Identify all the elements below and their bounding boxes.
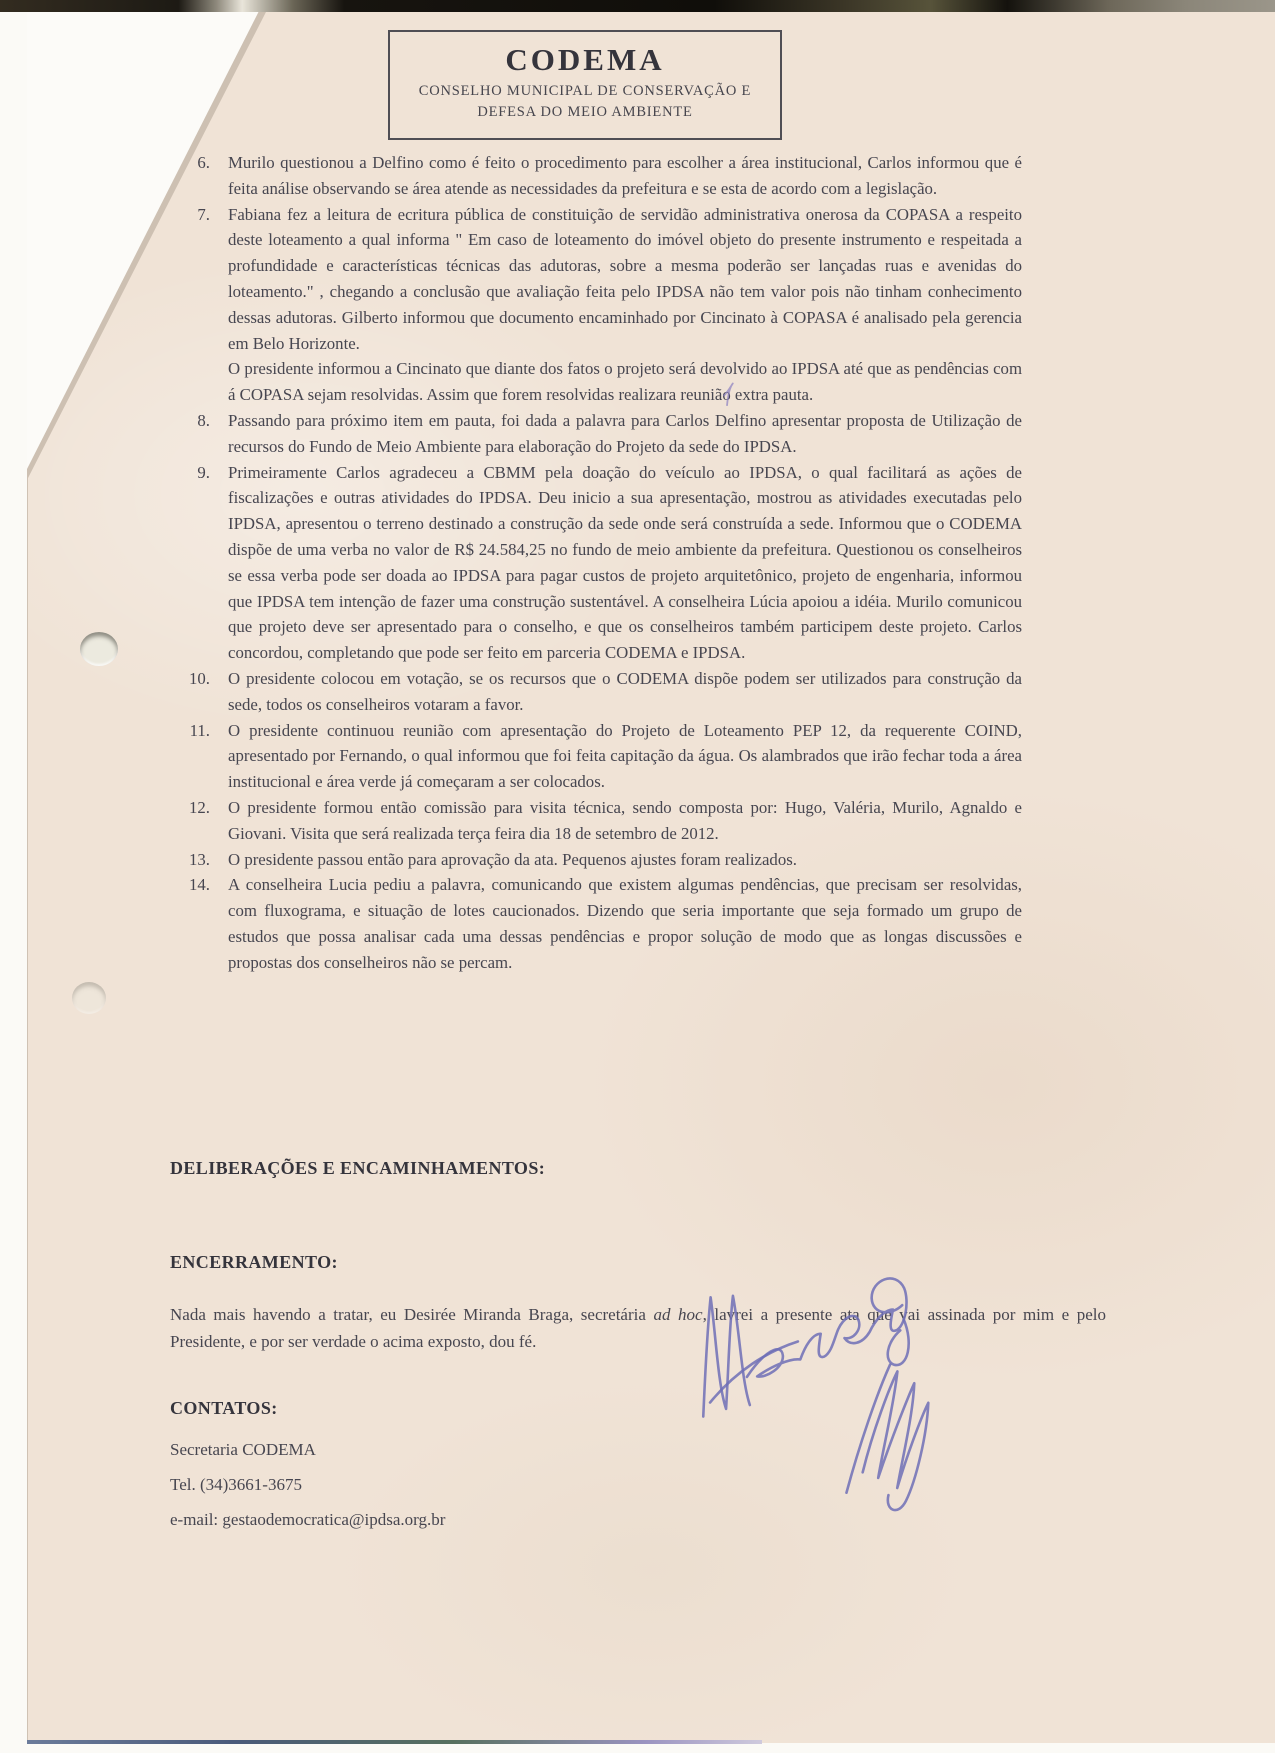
section-heading-encerramento: ENCERRAMENTO: bbox=[170, 1252, 338, 1272]
item-number: 9. bbox=[197, 462, 210, 482]
item-text: O presidente informou a Cincinato que diante dos fatos o projeto será devolvido ao IPDSA até que as pendências com á COPASA sejam resolvidas. Assim que forem resolvidas realizara reunião extra pauta. bbox=[228, 359, 1022, 405]
minutes-list bbox=[182, 150, 1022, 976]
item-text-block bbox=[228, 666, 1022, 718]
hole-punch-top bbox=[80, 632, 118, 666]
contact-line-phone: Tel. (34)3661-3675 bbox=[170, 1475, 302, 1494]
contact-line-secretaria: Secretaria CODEMA bbox=[170, 1440, 316, 1459]
contacts-block bbox=[170, 1432, 445, 1537]
item-text: O presidente passou então para aprovação da ata. Pequenos ajustes foram realizados. bbox=[228, 849, 797, 869]
list-item bbox=[182, 847, 1022, 873]
item-text-block bbox=[228, 202, 1022, 408]
item-text: Murilo questionou a Delfino como é feito o procedimento para escolher a área institucional, Carlos informou que é feita análise observando se área atende as necessidades da prefeitura e se esta de acordo com a legislação. bbox=[228, 153, 1022, 198]
item-text: O presidente formou então comissão para visita técnica, sendo composta por: Hugo, Valéria, Murilo, Agnaldo e Giovani. Visita que será realizada terça feira dia 18 de setembro de 2012. bbox=[228, 797, 1022, 843]
section-heading-contatos: CONTATOS: bbox=[170, 1398, 278, 1418]
item-text: Passando para próximo item em pauta, foi dada a palavra para Carlos Delfino apresentar proposta de Utilização de recursos do Fundo de Meio Ambiente para elaboração do Projeto da sede do IPDSA. bbox=[228, 410, 1022, 456]
letterhead-box bbox=[388, 30, 782, 140]
scanner-margin-left bbox=[0, 0, 27, 1753]
item-number: 11. bbox=[189, 720, 210, 740]
closing-text-before: Nada mais havendo a tratar, eu Desirée Miranda Braga, secretária bbox=[170, 1305, 654, 1324]
hole-punch-bottom bbox=[72, 982, 106, 1014]
closing-text-after: , lavrei a presente ata que vai assinada por mim e pelo Presidente, e por ser verdade o acima exposto, dou fé. bbox=[170, 1305, 1107, 1351]
item-text: O presidente colocou em votação, se os recursos que o CODEMA dispõe podem ser utilizados para construção da sede, todos os conselheiros votaram a favor. bbox=[228, 668, 1022, 714]
section-heading-deliberacoes: DELIBERAÇÕES E ENCAMINHAMENTOS: bbox=[170, 1158, 546, 1178]
item-number: 12. bbox=[189, 797, 210, 817]
item-text: O presidente continuou reunião com apresentação do Projeto de Loteamento PEP 12, da requerente COIND, apresentado por Fernando, o qual informou que foi feita capitação da água. Os alambrados que irão fechar toda a área institucional e área verde já começaram a ser colocados. bbox=[228, 720, 1022, 792]
list-item bbox=[182, 718, 1022, 795]
ink-mark bbox=[717, 381, 740, 409]
list-item bbox=[182, 150, 1022, 202]
list-item bbox=[182, 666, 1022, 718]
list-item bbox=[182, 795, 1022, 847]
item-number: 7. bbox=[197, 204, 210, 224]
contact-line-email: e-mail: gestaodemocratica@ipdsa.org.br bbox=[170, 1510, 446, 1529]
item-text-block bbox=[228, 718, 1022, 795]
item-number: 14. bbox=[189, 875, 210, 895]
item-number: 13. bbox=[189, 849, 210, 869]
item-text: Primeiramente Carlos agradeceu a CBMM pela doação do veículo ao IPDSA, o qual facilitará as ações de fiscalizações e outras atividades do IPDSA. Deu inicio a sua apresentação, mostrou as atividades executadas pelo IPDSA, apresentou o terreno destinado a construção da sede onde será construída a sede. Informou que o CODEMA dispõe de uma verba no valor de R$ 24.584,25 no fundo de meio ambiente da prefeitura. Questionou os conselheiros se essa verba pode ser doada ao IPDSA para pagar custos de projeto arquitetônico, projeto de engenharia, informou que IPDSA tem intenção de fazer uma construção sustentável. A conselheira Lúcia apoiou a idéia. Murilo comunicou que projeto deve ser apresentado para o conselho, e que os conselheiros também participem deste projeto. Carlos concordou, completando que pode ser feito em parceria CODEMA e IPDSA. bbox=[228, 462, 1022, 663]
org-title: CODEMA bbox=[505, 42, 665, 77]
signature-president bbox=[836, 1343, 963, 1524]
scan-bottom-margin bbox=[27, 1744, 762, 1753]
item-number: 10. bbox=[189, 668, 210, 688]
item-text-block bbox=[228, 150, 1022, 202]
item-text-block bbox=[228, 408, 1022, 460]
item-number: 8. bbox=[197, 410, 210, 430]
item-text-block bbox=[228, 460, 1022, 666]
scan-top-edge bbox=[0, 0, 1275, 12]
item-text-block bbox=[228, 795, 1022, 847]
item-number: 6. bbox=[197, 153, 210, 172]
list-item bbox=[182, 408, 1022, 460]
org-subtitle-line1: CONSELHO MUNICIPAL DE CONSERVAÇÃO E bbox=[418, 83, 752, 99]
list-item bbox=[182, 872, 1022, 975]
item-text-block bbox=[228, 872, 1022, 975]
item-text: A conselheira Lucia pediu a palavra, comunicando que existem algumas pendências, que precisam ser resolvidas, com fluxograma, e situação de lotes caucionados. Dizendo que seria importante que seja formado um grupo de estudos que possa analisar cada uma dessas pendências e propor solução de modo que as longas discussões e propostas dos conselheiros não se percam. bbox=[228, 875, 1022, 972]
item-text: Fabiana fez a leitura de ecritura pública de constituição de servidão administrativa onerosa da COPASA a respeito deste loteamento a qual informa " Em caso de loteamento do imóvel objeto do presente instrumento e respeitada a profundidade e características técnicas das adutoras, sobre a mesma poderão ser lançadas ruas e avenidas do loteamento." , chegando a conclusão que avaliação feita pelo IPDSA não tem valor pois não tinham conhecimento dessas adutoras. Gilberto informou que documento encaminhado por Cincinato à COPASA é analisado pela gerencia em Belo Horizonte. bbox=[228, 204, 1022, 353]
closing-text-italic: ad hoc bbox=[653, 1305, 703, 1324]
org-subtitle-line2: DEFESA DO MEIO AMBIENTE bbox=[477, 104, 693, 120]
list-item bbox=[182, 460, 1022, 666]
list-item bbox=[182, 202, 1022, 408]
item-text-block bbox=[228, 847, 1022, 873]
closing-paragraph bbox=[170, 1301, 1106, 1355]
